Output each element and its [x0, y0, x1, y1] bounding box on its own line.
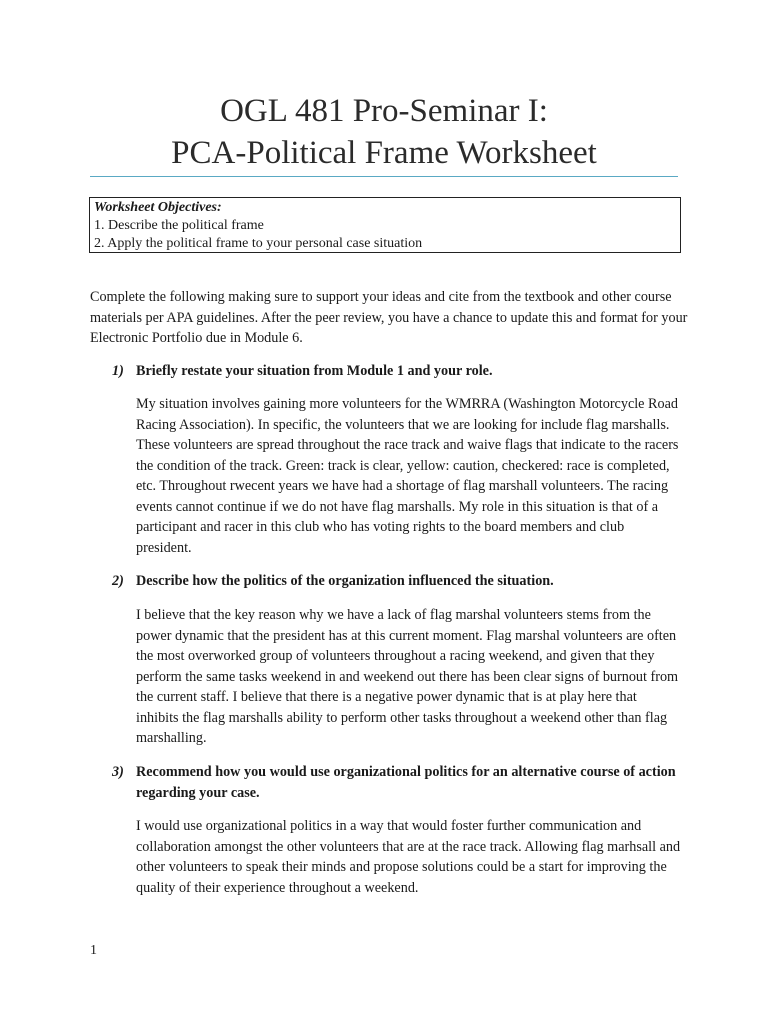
- answer-2: I believe that the key reason why we have a lack of flag marshal volunteers stems from the power dynamic that the president has at this current moment. Flag marshal volunteers are often the most overworked group of volunteers throughout a racing weekend, and given that they perform the same tasks weekend in and weekend out there has been clear signs of burnout from the current staff. I believe that there is a negative power dynamic that is at play here that inhibits the flag marshalls ability to perform other tasks throughout a weekend other than flag marshalling.: [136, 607, 679, 746]
- question-number: 3): [112, 764, 124, 780]
- question-1: [112, 361, 682, 382]
- intro-paragraph: Complete the following making sure to support your ideas and cite from the textbook and other course materials per APA guidelines. After the peer review, you have a chance to update this and format for your Electronic Portfolio due in Module 6.: [90, 289, 688, 346]
- question-number: 2): [112, 573, 124, 589]
- objectives-box: [89, 197, 681, 253]
- question-text: Recommend how you would use organizational politics for an alternative course of action regarding your case.: [136, 764, 676, 801]
- question-3: [112, 762, 682, 803]
- page-number: 1: [90, 943, 97, 958]
- document-title-line-1: OGL 481 Pro-Seminar I:: [220, 93, 548, 129]
- objective-item: 1. Describe the political frame: [94, 218, 264, 233]
- title-divider: [90, 176, 678, 177]
- document-title-line-2: PCA-Political Frame Worksheet: [171, 135, 597, 171]
- question-text: Describe how the politics of the organization influenced the situation.: [136, 573, 554, 589]
- objective-item: 2. Apply the political frame to your personal case situation: [94, 236, 423, 251]
- question-2: [112, 571, 682, 592]
- answer-1: My situation involves gaining more volunteers for the WMRRA (Washington Motorcycle Road Racing Association). In specific, the volunteers that we are looking for include flag marshalls. These volunteers are spread throughout the race track and waive flags that indicate to the racers the condition of the track. Green: track is clear, yellow: caution, checkered: race is completed, etc. Throughout rwecent years we have had a shortage of flag marshall volunteers. The racing events cannot continue if we do not have flag marshalls. My role in this situation is that of a participant and racer in this club who has voting rights to the board members and club president.: [136, 396, 679, 556]
- answer-3: I would use organizational politics in a way that would foster further communication and collaboration amongst the other volunteers that are at the race track. Allowing flag marhsall and other volunteers to speak their minds and propose solutions could be a start for improving the quality of their experience throughout a weekend.: [136, 818, 681, 896]
- question-text: Briefly restate your situation from Module 1 and your role.: [136, 363, 493, 379]
- objectives-heading: Worksheet Objectives:: [94, 200, 222, 215]
- question-number: 1): [112, 363, 124, 379]
